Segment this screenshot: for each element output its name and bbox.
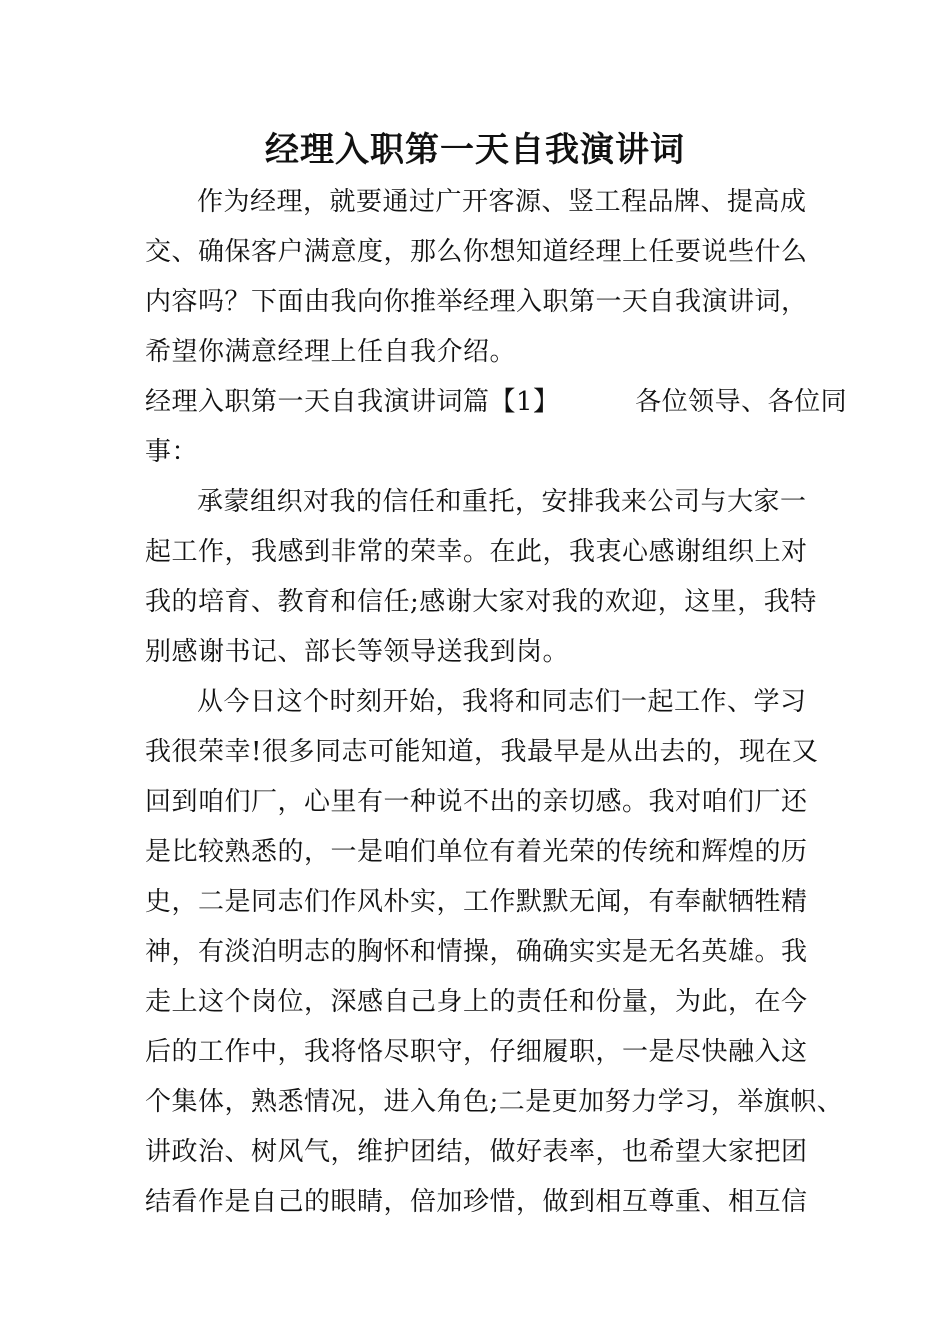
salutation-end: 事： xyxy=(145,437,199,467)
paragraph-2-line-10: 讲政治、树风气，维护团结，做好表率，也希望大家把团 xyxy=(145,1137,808,1167)
paragraph-2-line-4: 是比较熟悉的，一是咱们单位有着光荣的传统和辉煌的历 xyxy=(145,837,808,867)
document-title: 经理入职第一天自我演讲词 xyxy=(265,130,685,170)
intro-line-1: 作为经理，就要通过广开客源、竖工程品牌、提高成 xyxy=(197,187,807,217)
paragraph-2-line-5: 史，二是同志们作风朴实，工作默默无闻，有奉献牺牲精 xyxy=(145,887,808,917)
section-heading-line xyxy=(145,377,848,427)
paragraph-1-line-1: 承蒙组织对我的信任和重托，安排我来公司与大家一 xyxy=(197,487,807,517)
section-heading: 经理入职第一天自我演讲词篇【1】 xyxy=(145,387,560,417)
paragraph-1-line-3: 我的培育、教育和信任;感谢大家对我的欢迎，这里，我特 xyxy=(145,587,817,617)
intro-line-2: 交、确保客户满意度，那么你想知道经理上任要说些什么 xyxy=(145,237,808,267)
intro-line-3: 内容吗？下面由我向你推举经理入职第一天自我演讲词， xyxy=(145,287,808,317)
paragraph-2-line-8: 后的工作中，我将恪尽职守，仔细履职，一是尽快融入这 xyxy=(145,1037,808,1067)
intro-line-4: 希望你满意经理上任自我介绍。 xyxy=(145,337,517,367)
paragraph-2-line-3: 回到咱们厂，心里有一种说不出的亲切感。我对咱们厂还 xyxy=(145,787,808,817)
paragraph-1-line-4: 别感谢书记、部长等领导送我到岗。 xyxy=(145,637,570,667)
paragraph-2-line-6: 神，有淡泊明志的胸怀和情操，确确实实是无名英雄。我 xyxy=(145,937,808,967)
salutation-start: 各位领导、各位同 xyxy=(635,387,848,417)
paragraph-2-line-9: 个集体，熟悉情况，进入角色;二是更加努力学习，举旗帜、 xyxy=(145,1087,844,1117)
paragraph-2-line-7: 走上这个岗位，深感自己身上的责任和份量，为此，在今 xyxy=(145,987,808,1017)
paragraph-2-line-2: 我很荣幸!很多同志可能知道，我最早是从出去的，现在又 xyxy=(145,737,819,767)
paragraph-2-line-11: 结看作是自己的眼睛，倍加珍惜，做到相互尊重、相互信 xyxy=(145,1187,808,1217)
paragraph-2-line-1: 从今日这个时刻开始，我将和同志们一起工作、学习 xyxy=(197,687,807,717)
paragraph-1-line-2: 起工作，我感到非常的荣幸。在此，我衷心感谢组织上对 xyxy=(145,537,808,567)
